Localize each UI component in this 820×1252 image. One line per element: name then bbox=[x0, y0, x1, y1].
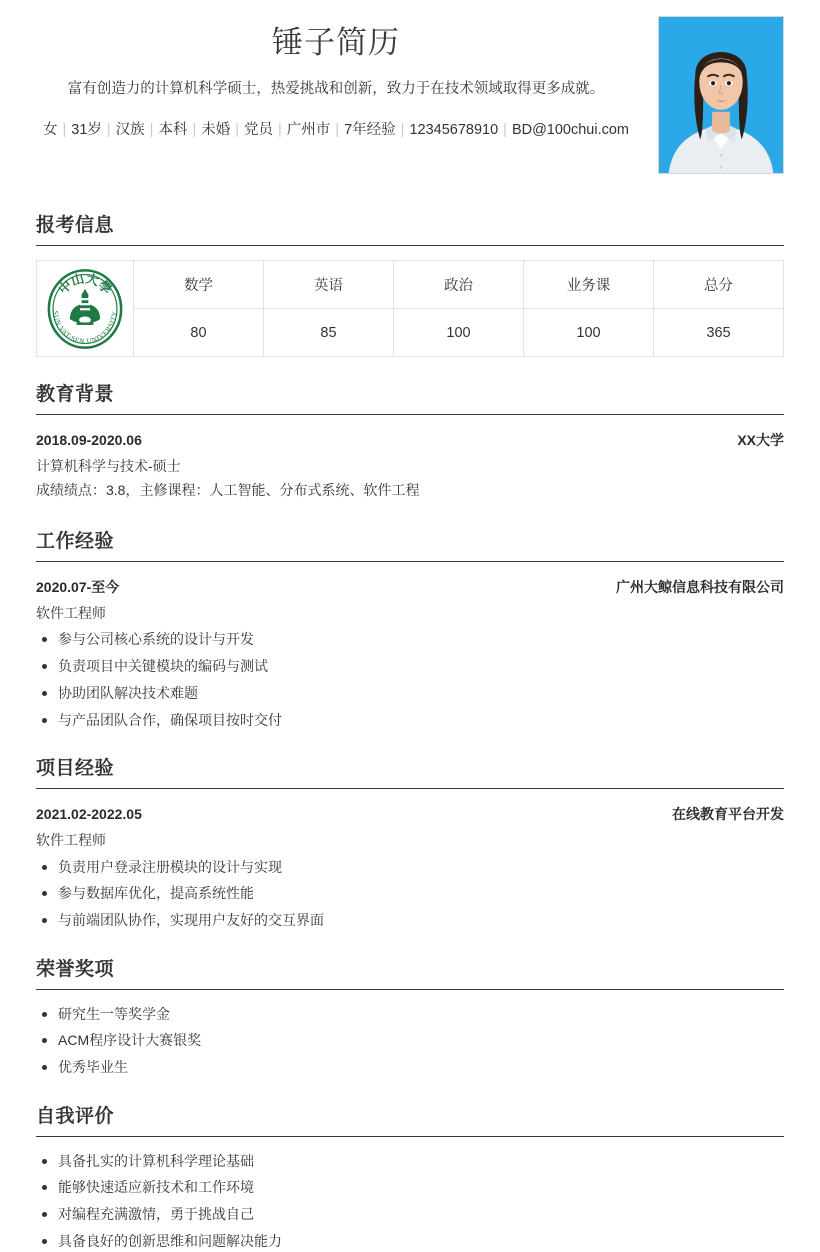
meta-separator: | bbox=[278, 121, 282, 138]
table-row-headers bbox=[37, 261, 784, 309]
list-item: 与产品团队合作，确保项目按时交付 bbox=[36, 710, 784, 732]
header-text-block bbox=[36, 24, 636, 143]
exam-score-cell: 365 bbox=[654, 309, 784, 357]
table-row-scores bbox=[37, 309, 784, 357]
entry-organization: 在线教育平台开发 bbox=[672, 806, 784, 823]
entry-organization: XX大学 bbox=[737, 432, 784, 448]
section-divider bbox=[36, 245, 784, 246]
meta-separator: | bbox=[335, 121, 340, 138]
project-bullet-list bbox=[36, 857, 784, 932]
entry-header bbox=[36, 803, 784, 827]
section-title-self-evaluation: 自我评价 bbox=[36, 1105, 115, 1127]
exam-score-cell: 80 bbox=[134, 309, 264, 357]
entry-header bbox=[36, 429, 784, 453]
work-bullet-list bbox=[36, 629, 784, 731]
list-item: 优秀毕业生 bbox=[36, 1057, 784, 1079]
personal-meta-item: 7年经验 bbox=[344, 121, 396, 138]
entry-header bbox=[36, 576, 784, 600]
list-item: 具备扎实的计算机科学理论基础 bbox=[36, 1151, 784, 1173]
honors-bullet-list bbox=[36, 1004, 784, 1079]
section-divider bbox=[36, 414, 784, 415]
section-title-education: 教育背景 bbox=[36, 384, 115, 405]
list-item: 负责项目中关键模块的编码与测试 bbox=[36, 656, 784, 678]
entry-date: 2018.09-2020.06 bbox=[36, 432, 142, 448]
entry-date: 2020.07-至今 bbox=[36, 579, 120, 596]
section-divider bbox=[36, 1136, 784, 1137]
personal-meta-line bbox=[36, 117, 636, 143]
sun-yat-sen-university-seal-icon bbox=[43, 267, 127, 351]
entry-subtitle: 计算机科学与技术-硕士 bbox=[36, 457, 181, 474]
svg-text:SUN YAT-SEN UNIVERSITY: SUN YAT-SEN UNIVERSITY bbox=[51, 309, 119, 346]
list-item: 参与公司核心系统的设计与开发 bbox=[36, 629, 784, 651]
exam-score-cell: 85 bbox=[264, 309, 394, 357]
list-item: 协助团队解决技术难题 bbox=[36, 683, 784, 705]
personal-meta-item: 汉族 bbox=[115, 121, 145, 138]
section-divider bbox=[36, 788, 784, 789]
personal-meta-item: 本科 bbox=[158, 121, 188, 138]
exam-subject-header: 英语 bbox=[264, 261, 394, 309]
profile-summary: 富有创造力的计算机科学硕士，热爱挑战和创新，致力于在技术领域取得更多成就。 bbox=[67, 81, 605, 98]
exam-score-table bbox=[36, 260, 784, 357]
profile-photo bbox=[658, 16, 784, 174]
exam-subject-header: 数学 bbox=[134, 261, 264, 309]
page-title: 锤子简历 bbox=[272, 25, 400, 60]
exam-score-cell: 100 bbox=[524, 309, 654, 357]
exam-score-cell: 100 bbox=[394, 309, 524, 357]
education-entry bbox=[36, 429, 784, 504]
section-title-project: 项目经验 bbox=[36, 758, 115, 780]
personal-meta-item: 12345678910 bbox=[409, 121, 499, 138]
section-divider bbox=[36, 989, 784, 990]
list-item: 参与数据库优化，提高系统性能 bbox=[36, 883, 784, 905]
exam-subject-header: 业务课 bbox=[524, 261, 654, 309]
meta-separator: | bbox=[192, 121, 197, 138]
section-project-experience bbox=[36, 753, 784, 931]
entry-organization: 广州大鲸信息科技有限公司 bbox=[616, 579, 784, 596]
section-exam-info bbox=[36, 210, 784, 357]
entry-subtitle: 软件工程师 bbox=[36, 604, 106, 621]
list-item: ACM程序设计大赛银奖 bbox=[36, 1030, 784, 1052]
meta-separator: | bbox=[106, 121, 111, 138]
list-item: 研究生一等奖学金 bbox=[36, 1004, 784, 1026]
section-honors bbox=[36, 954, 784, 1079]
section-work-experience bbox=[36, 526, 784, 731]
meta-separator: | bbox=[400, 121, 405, 138]
project-entry bbox=[36, 803, 784, 931]
personal-meta-item: BD@100chui.com bbox=[511, 121, 630, 138]
section-self-evaluation bbox=[36, 1101, 784, 1252]
personal-meta-item: 广州市 bbox=[286, 121, 331, 138]
personal-meta-item: 未婚 bbox=[201, 121, 231, 138]
exam-subject-header: 政治 bbox=[394, 261, 524, 309]
list-item: 具备良好的创新思维和问题解决能力 bbox=[36, 1231, 784, 1252]
resume-header bbox=[36, 0, 784, 188]
section-education bbox=[36, 379, 784, 504]
meta-separator: | bbox=[149, 121, 154, 138]
list-item: 与前端团队协作，实现用户友好的交互界面 bbox=[36, 910, 784, 932]
list-item: 能够快速适应新技术和工作环境 bbox=[36, 1177, 784, 1199]
list-item: 负责用户登录注册模块的设计与实现 bbox=[36, 857, 784, 879]
photo-illustration bbox=[659, 17, 783, 173]
entry-note: 成绩绩点：3.8，主修课程：人工智能、分布式系统、软件工程 bbox=[36, 482, 420, 499]
section-title-exam: 报考信息 bbox=[36, 215, 115, 236]
svg-text:中山大學: 中山大學 bbox=[55, 271, 115, 297]
work-entry bbox=[36, 576, 784, 731]
meta-separator: | bbox=[503, 121, 507, 138]
personal-meta-item: 31岁 bbox=[71, 121, 102, 138]
section-title-work: 工作经验 bbox=[36, 531, 115, 553]
section-divider bbox=[36, 561, 784, 562]
meta-separator: | bbox=[235, 121, 240, 138]
personal-meta-item: 女 bbox=[42, 121, 58, 138]
section-title-honors: 荣誉奖项 bbox=[36, 958, 115, 980]
meta-separator: | bbox=[62, 121, 67, 138]
self-evaluation-bullet-list bbox=[36, 1151, 784, 1252]
university-logo-cell bbox=[37, 261, 134, 357]
personal-meta-item: 党员 bbox=[244, 121, 274, 138]
education-entry-list bbox=[36, 429, 784, 504]
entry-subtitle: 软件工程师 bbox=[36, 832, 106, 849]
entry-date: 2021.02-2022.05 bbox=[36, 806, 142, 823]
exam-subject-header: 总分 bbox=[654, 261, 784, 309]
list-item: 对编程充满激情，勇于挑战自己 bbox=[36, 1204, 784, 1226]
